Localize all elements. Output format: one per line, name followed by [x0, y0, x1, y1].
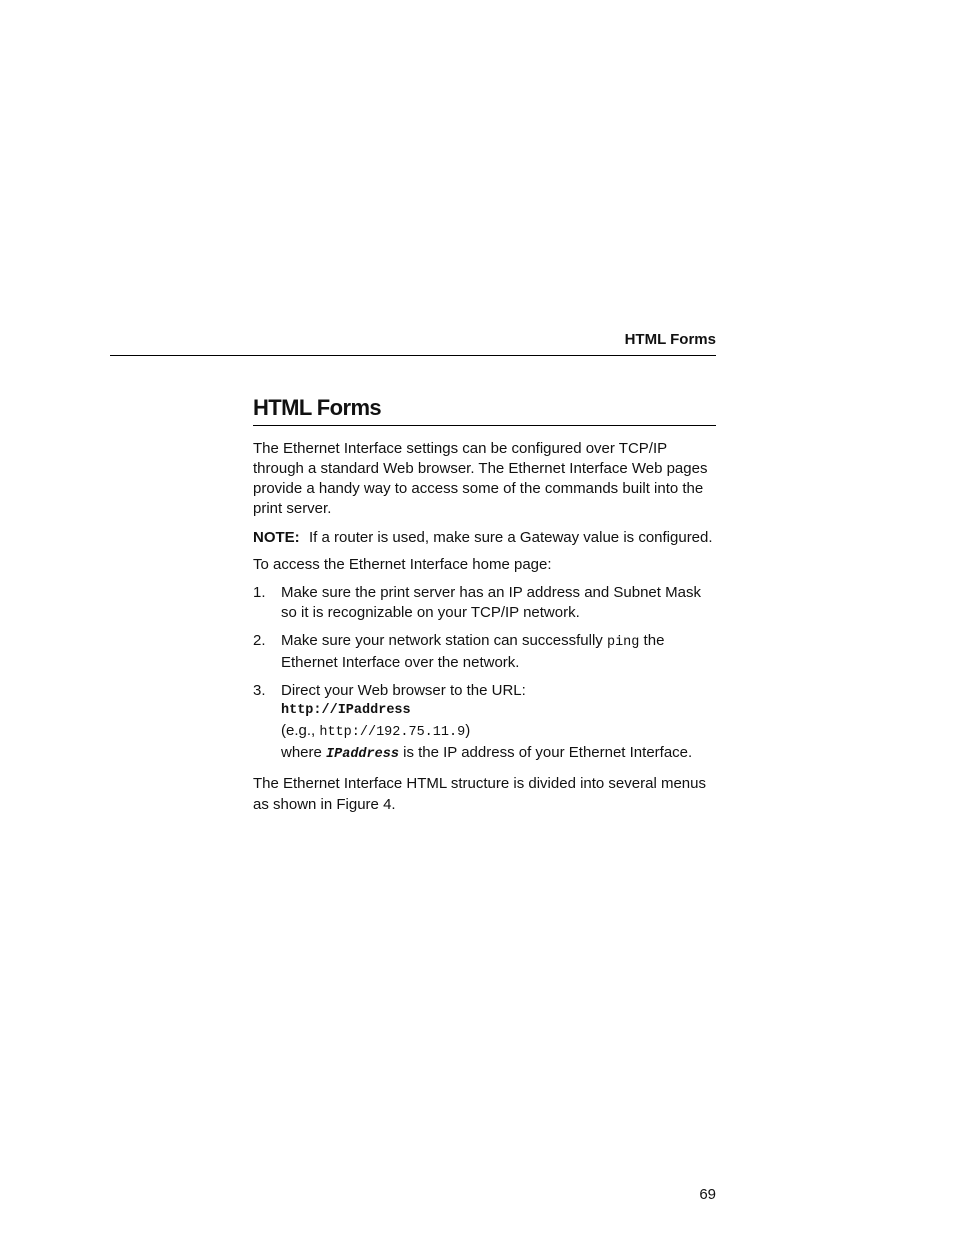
where-suffix: is the IP address of your Ethernet Interface.: [398, 744, 693, 761]
access-intro: To access the Ethernet Interface home page:: [253, 556, 552, 573]
header-rule: [110, 355, 716, 356]
step-body: [281, 681, 716, 765]
ping-command: ping: [606, 635, 640, 650]
example-suffix: ): [465, 722, 471, 739]
step-text: Make sure the print server has an IP address and Subnet Mask so it is recognizable on your TCP/IP network.: [281, 584, 701, 621]
example-prefix: (e.g.,: [281, 722, 320, 739]
page-content: [253, 394, 716, 815]
running-header: HTML Forms: [624, 331, 716, 348]
url-template: http://IPaddress: [281, 703, 411, 718]
ipaddress-term: IPaddress: [326, 747, 399, 762]
note-text: If a router is used, make sure a Gateway value is configured.: [309, 529, 713, 546]
list-item: [253, 631, 716, 673]
step-text: Make sure your network station can successfully: [281, 632, 607, 649]
step-text: the Ethernet Interface over the network.: [281, 632, 665, 671]
list-item: [253, 583, 716, 623]
note-label: NOTE:: [253, 529, 300, 546]
page-number: 69: [699, 1186, 716, 1203]
step-body: [281, 631, 716, 673]
url-explanation: [281, 743, 716, 765]
steps-list: [253, 583, 716, 765]
where-prefix: where: [281, 744, 327, 761]
step-text: Direct your Web browser to the URL:: [281, 682, 526, 699]
section-title: HTML Forms: [253, 394, 716, 426]
url-example: [281, 721, 716, 743]
closing-paragraph: The Ethernet Interface HTML structure is divided into several menus as shown in Figure 4.: [253, 775, 706, 813]
list-item: [253, 681, 716, 765]
step-number: 1.: [253, 584, 266, 601]
intro-paragraph: The Ethernet Interface settings can be configured over TCP/IP through a standard Web browser. The Ethernet Interface Web pages provide a handy way to access some of the commands built into the print server.: [253, 440, 708, 517]
example-url: http://192.75.11.9: [319, 725, 466, 740]
note-block: [253, 527, 716, 548]
step-number: 2.: [253, 632, 266, 649]
step-number: 3.: [253, 682, 266, 699]
